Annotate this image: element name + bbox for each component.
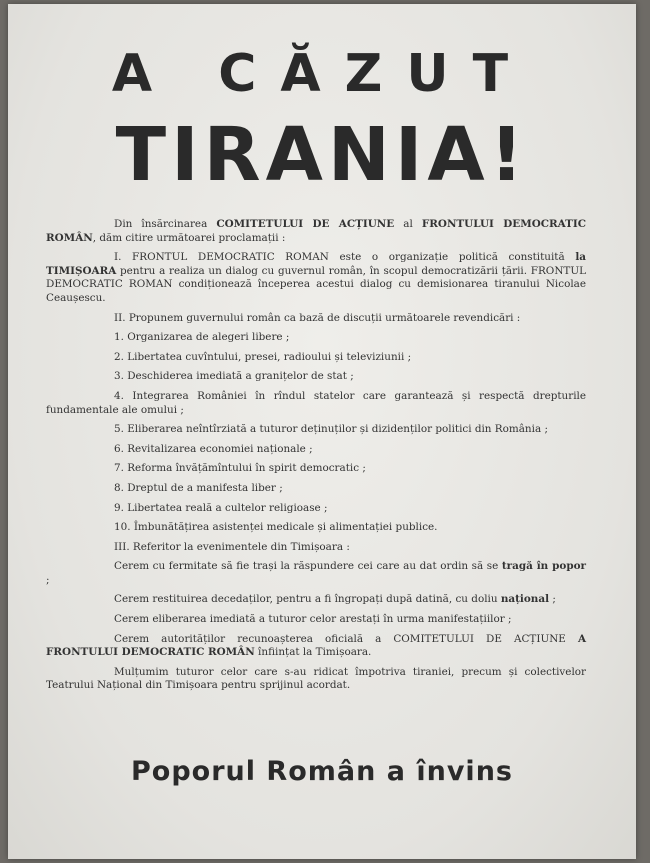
section-3-demand-1-end: ;	[46, 573, 50, 586]
section-3-demand-4	[46, 633, 586, 660]
section-3-demand-3: Cerem eliberarea imediată a tuturor celor arestați în urma manifestațiilor ;	[114, 613, 512, 626]
section-1-city: la TIMIȘOARA	[46, 251, 586, 277]
section-3-demand-1-text: Cerem cu fermitate să fie trași la răspundere cei care au dat ordin să se	[114, 560, 502, 573]
demand-item: 6. Revitalizarea economiei naționale ;	[114, 442, 313, 455]
section-1-paragraph	[46, 251, 586, 305]
demand-item: 9. Libertatea reală a cultelor religioase ;	[114, 501, 328, 514]
intro-text-3: , dăm citire următoarei proclamații :	[92, 231, 286, 244]
demand-item: 4. Integrarea României în rîndul statelor care garantează și respectă drepturile fundamentale ale omului ;	[46, 389, 586, 416]
section-1-text-1: I. FRONTUL DEMOCRATIC ROMAN este o organizație politică constituită	[114, 251, 576, 264]
section-3-demand-4-end: înființat la Timișoara.	[254, 646, 372, 659]
intro-paragraph	[46, 218, 586, 245]
demand-item: 8. Dreptul de a manifesta liber ;	[114, 481, 283, 494]
demand-item: 3. Deschiderea imediată a granițelor de stat ;	[114, 370, 354, 383]
section-3-demand-4-bold: A FRONTULUI DEMOCRATIC ROMÂN	[46, 632, 586, 659]
demand-item: 5. Eliberarea neîntîrziată a tuturor deținuților și dizidenților politici din România ;	[114, 423, 548, 436]
intro-text-1: Din însărcinarea	[114, 218, 217, 230]
section-3-demand-1-bold: tragă în popor	[501, 560, 586, 573]
section-3-demand-2-text: Cerem restituirea decedaților, pentru a fi îngropați după datină, cu doliu	[114, 593, 501, 606]
section-3-demand-2-bold: național	[500, 593, 550, 606]
section-2-intro: II. Propunem guvernului român ca bază de discuții următoarele revendicări :	[114, 311, 521, 324]
section-3-demand-4-text: Cerem autorităților recunoașterea oficială a COMITETULUI DE ACȚIUNE	[114, 632, 578, 645]
demands-list	[46, 331, 586, 535]
demand-item: 10. Îmbunătățirea asistenței medicale și alimentației publice.	[114, 521, 438, 534]
section-1-text-2: pentru a realiza un dialog cu guvernul român, în scopul democratizării țării. FRONTUL DEMOCRATIC ROMAN condiționează începerea acestui dialog cu demisionarea tiranului Nicolae Ceaușescu.	[46, 264, 586, 304]
headline-line-2: TIRANIA!	[115, 112, 529, 198]
footer-slogan: Poporul Român a învins	[131, 756, 513, 787]
intro-text-2: al	[394, 218, 422, 230]
demand-item: 7. Reforma învățămîntului în spirit democratic ;	[114, 462, 366, 475]
demand-item: 2. Libertatea cuvîntului, presei, radioului și televiziunii ;	[114, 350, 412, 363]
proclamation-body	[46, 218, 586, 699]
demand-item: 1. Organizarea de alegeri libere ;	[114, 331, 290, 344]
intro-committee: COMITETULUI DE ACȚIUNE	[216, 218, 395, 230]
headline-line-1: A CĂZUT	[111, 44, 533, 104]
thanks-paragraph: Mulțumim tuturor celor care s-au ridicat împotriva tiraniei, precum și colectivelor Teatrului Național din Timișoara pentru sprijinul acordat.	[46, 665, 586, 692]
section-3-demand-2-end: ;	[549, 593, 556, 606]
proclamation-sheet	[8, 4, 636, 859]
section-3-demand-1	[46, 560, 586, 587]
section-3-intro: III. Referitor la evenimentele din Timișoara :	[114, 540, 350, 553]
section-3-demand-2	[46, 593, 586, 607]
intro-front: FRONTULUI DEMOCRATIC ROMÂN	[46, 218, 587, 244]
